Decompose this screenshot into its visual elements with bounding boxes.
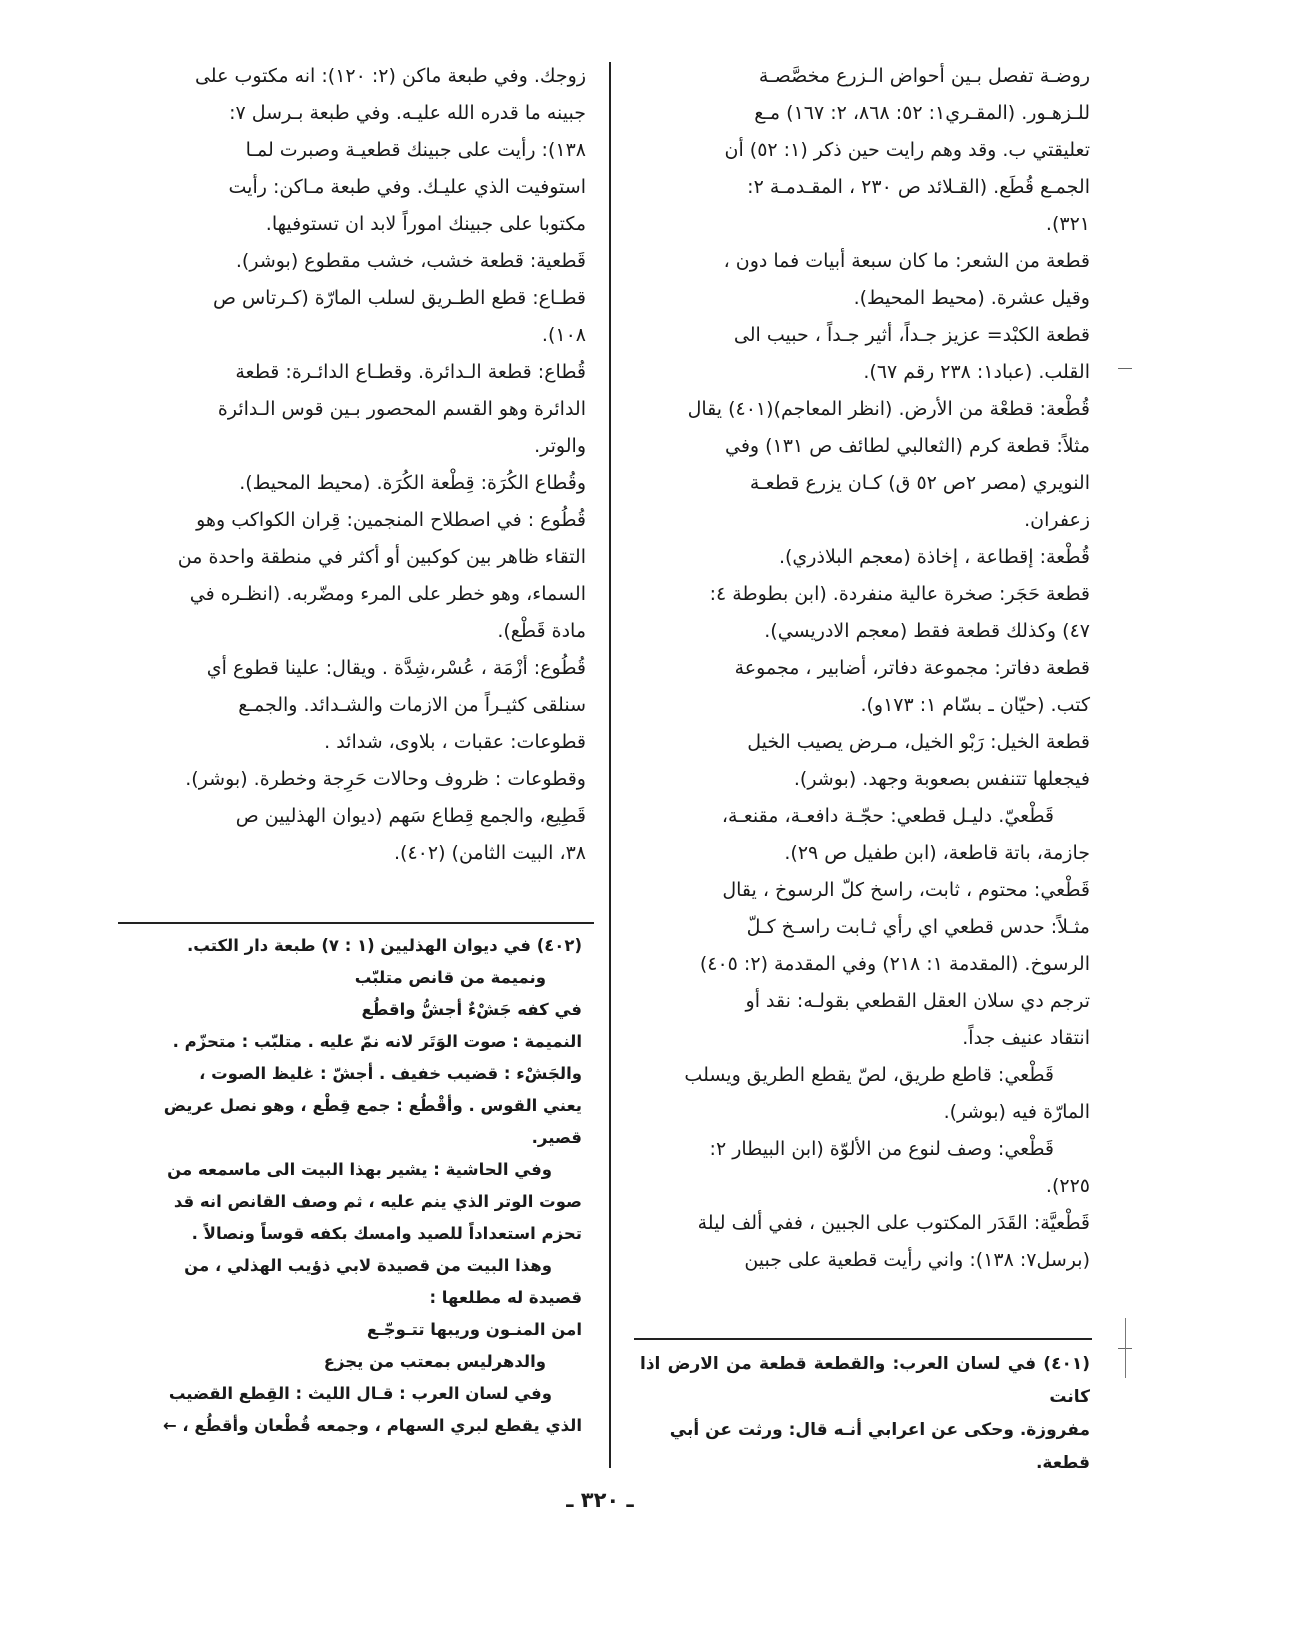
- text-line: الجمـع قُطَع. (القـلائد ص ٢٣٠ ، المقـدمـة ٢:: [747, 176, 1090, 198]
- text-line: مكتوبا على جبينك اموراً لابد ان تستوفيها.: [265, 213, 586, 235]
- footnote-line: صوت الوتر الذي ينم عليه ، ثم وصف القانص انه قد: [173, 1192, 582, 1211]
- text-line: مثـلاً: حدس قطعي اي رأي ثـابت راسـخ كـلّ: [746, 916, 1090, 938]
- text-line: ١٠٨).: [541, 324, 586, 346]
- footnote-line: مفروزة. وحكى عن اعرابي أنـه قال: ورثت عن أبي: [669, 1420, 1090, 1440]
- text-line: قطعة حَجَر: صخرة عالية منفردة. (ابن بطوطة ٤:: [709, 583, 1090, 605]
- text-line: قَطِيع، والجمع قِطاع سَهم (ديوان الهذليين ص: [235, 805, 586, 827]
- text-line: كتب. (حيّان ـ بسّام ١: ١٧٣و).: [860, 694, 1090, 716]
- text-line: سنلقى كثيـراً من الازمات والشـدائد. والجمـع: [238, 694, 586, 716]
- text-line: النويري (مصر ٢ص ٥٢ ق) كـان يزرع قطعـة: [749, 472, 1090, 494]
- footnote-line: قطعة.: [1035, 1453, 1090, 1473]
- footnote-verse: امن المنـون وريبها تتـوجّـع: [366, 1320, 582, 1339]
- left-column: [128, 58, 586, 872]
- footnote-line: وهذا البيت من قصيدة لابي ذؤيب الهذلي ، من: [184, 1256, 552, 1275]
- text-line: وقيل عشرة. (محيط المحيط).: [853, 287, 1090, 309]
- column-divider: [609, 62, 611, 1468]
- text-line: قطعة من الشعر: ما كان سبعة أبيات فما دون ،: [723, 250, 1090, 272]
- footnote-divider-left: [118, 922, 594, 924]
- footnote-line: الذي يقطع لبري السهام ، وجمعه قُطْعان وأقطُع ، ←: [162, 1416, 582, 1435]
- text-line: الدائرة وهو القسم المحصور بـين قوس الـدائرة: [217, 398, 586, 420]
- text-line: للـزهـور. (المقـري١: ٥٢: ٨٦٨، ٢: ١٦٧) مـع: [754, 102, 1090, 124]
- text-line: تعليقتي ب. وقد وهم رايت حين ذكر (١: ٥٢) أن: [724, 139, 1090, 161]
- footnote-line: (٤٠٢) في ديوان الهذليين (١ : ٧) طبعة دار الكتب.: [186, 936, 582, 955]
- text-line: ٢٢٥).: [1045, 1175, 1090, 1197]
- text-line: قطوعات: عقبات ، بلاوى، شدائد .: [324, 731, 586, 753]
- text-line: ٣٨، البيت الثامن) (٤٠٢).: [394, 842, 586, 864]
- text-line: قُطاع: قطعة الـدائرة. وقطـاع الدائـرة: قطعة: [235, 361, 586, 383]
- text-line: زعفران.: [1024, 509, 1090, 531]
- text-line: قُطُوع : في اصطلاح المنجمين: قِران الكواكب وهو: [196, 509, 586, 531]
- footnote-verse: في كفه جَشْءٌ أجشُّ واقطُع: [361, 1000, 582, 1019]
- text-line: قطـاع: قطع الطـريق لسلب المارّة (كـرتاس ص: [212, 287, 586, 309]
- text-line: قَطْعيَّة: القَدَر المكتوب على الجبين ، ففي ألف ليلة: [697, 1212, 1090, 1234]
- footnote-verse: ونميمة من قانص متلبّب: [354, 968, 546, 987]
- text-line: قَطْعي: قاطع طريق، لصّ يقطع الطريق ويسلب: [684, 1064, 1054, 1086]
- text-line: مادة قَطْع).: [497, 620, 586, 642]
- text-line: قَطْعي: محتوم ، ثابت، راسخ كلّ الرسوخ ، يقال: [722, 879, 1090, 901]
- text-line: زوجك. وفي طبعة ماكن (٢: ١٢٠): انه مكتوب على: [194, 65, 586, 87]
- text-line: وقطوعات : ظروف وحالات حَرِجة وخطرة. (بوشر).: [185, 768, 586, 790]
- text-line: قُطْعة: إقطاعة ، إخاذة (معجم البلاذري).: [778, 546, 1090, 568]
- footnote-left: [122, 930, 582, 1442]
- text-line: المارّة فيه (بوشر).: [943, 1101, 1090, 1123]
- footnote-line: والجَشْء : قضيب خفيف . أجشّ : غليظ الصوت ،: [199, 1064, 582, 1083]
- text-line: مثلاً: قطعة كرم (الثعالبي لطائف ص ١٣١) وفي: [725, 435, 1090, 457]
- text-line: قَطْعي: وصف لنوع من الألوّة (ابن البيطار ٢:: [709, 1138, 1054, 1160]
- footnote-line: يعني القوس . وأقْطُع : جمع قِطْع ، وهو نصل عريض: [163, 1096, 582, 1115]
- text-line: (برسل٧: ١٣٨): واني رأيت قطعية على جبين: [744, 1249, 1090, 1271]
- footnote-line: تحزم استعداداً للصيد وامسك بكفه قوساً ونصالاً .: [191, 1224, 582, 1243]
- text-line: جازمة، باتة قاطعة، (ابن طفيل ص ٢٩).: [784, 842, 1090, 864]
- text-line: استوفيت الذي عليـك. وفي طبعة مـاكن: رأيت: [228, 176, 586, 198]
- text-line: ٣٢١).: [1045, 213, 1090, 235]
- footnote-line: قصير.: [531, 1128, 582, 1147]
- scan-mark: [1125, 1318, 1126, 1378]
- text-line: قَطعية: قطعة خشب، خشب مقطوع (بوشر).: [235, 250, 586, 272]
- text-line: ترجم دي سلان العقل القطعي بقولـه: نقد أو: [745, 990, 1090, 1012]
- footnote-line: وفي لسان العرب : قـال الليث : القِطع القضيب: [168, 1384, 552, 1403]
- text-line: قَطْعيّ. دليـل قطعي: حجّـة دافعـة، مقنعـة،: [721, 805, 1054, 827]
- footnote-line: النميمة : صوت الوَتَر لانه نمّ عليه . متلبّب : متحزّم .: [172, 1032, 582, 1051]
- page-number: ـ ٣٢٠ ـ: [566, 1488, 634, 1512]
- text-line: ١٣٨): رأيت على جبينك قطعيـة وصبرت لمـا: [245, 139, 586, 161]
- text-line: القلب. (عباد١: ٢٣٨ رقم ٦٧).: [863, 361, 1090, 383]
- text-line: روضـة تفصل بـين أحواض الـزرع مخصَّصـة: [758, 65, 1090, 87]
- text-line: جبينه ما قدره الله عليـه. وفي طبعة بـرسل ٧:: [229, 102, 586, 124]
- text-line: الرسوخ. (المقدمة ١: ٢١٨) وفي المقدمة (٢: ٤٠٥): [699, 953, 1090, 975]
- scan-mark: [1118, 368, 1132, 369]
- text-line: قطعة الخيل: رَبْو الخيل، مـرض يصيب الخيل: [747, 731, 1090, 753]
- text-line: انتقاد عنيف جداً.: [962, 1027, 1090, 1049]
- text-line: وقُطاع الكُرَة: قِطْعة الكُرَة. (محيط المحيط).: [239, 472, 586, 494]
- footnote-line: قصيدة له مطلعها :: [429, 1288, 582, 1307]
- text-line: قطعة دفاتر: مجموعة دفاتر، أضابير ، مجموعة: [734, 657, 1090, 679]
- text-line: السماء، وهو خطر على المرء ومضّربه. (انظـره في: [189, 583, 586, 605]
- footnote-divider-right: [634, 1338, 1092, 1340]
- right-column: [640, 58, 1090, 1279]
- footnote-line: (٤٠١) في لسان العرب: والقطعة قطعة من الارض اذا كانت: [640, 1354, 1090, 1407]
- text-line: قُطْعة: قطعْة من الأرض. (انظر المعاجم)(٤٠١) يقال: [687, 398, 1090, 420]
- text-line: والوتر.: [534, 435, 586, 457]
- footnote-verse: والدهرليس بمعتب من يجزع: [323, 1352, 546, 1371]
- text-line: قطعة الكبْد= عزيز جـداً، أثير جـداً ، حبيب الى: [733, 324, 1090, 346]
- text-line: التقاء ظاهر بين كوكبين أو أكثر في منطقة واحدة من: [177, 546, 586, 568]
- footnote-line: وفي الحاشية : يشير بهذا البيت الى ماسمعه من: [167, 1160, 552, 1179]
- text-line: فيجعلها تتنفس بصعوبة وجهد. (بوشر).: [793, 768, 1090, 790]
- footnote-right: [640, 1348, 1090, 1480]
- text-line: ٤٧) وكذلك قطعة فقط (معجم الادريسي).: [764, 620, 1090, 642]
- text-line: قُطُوع: أزْمَة ، عُسْر،شِدَّة . ويقال: علينا قطوع أي: [206, 657, 586, 679]
